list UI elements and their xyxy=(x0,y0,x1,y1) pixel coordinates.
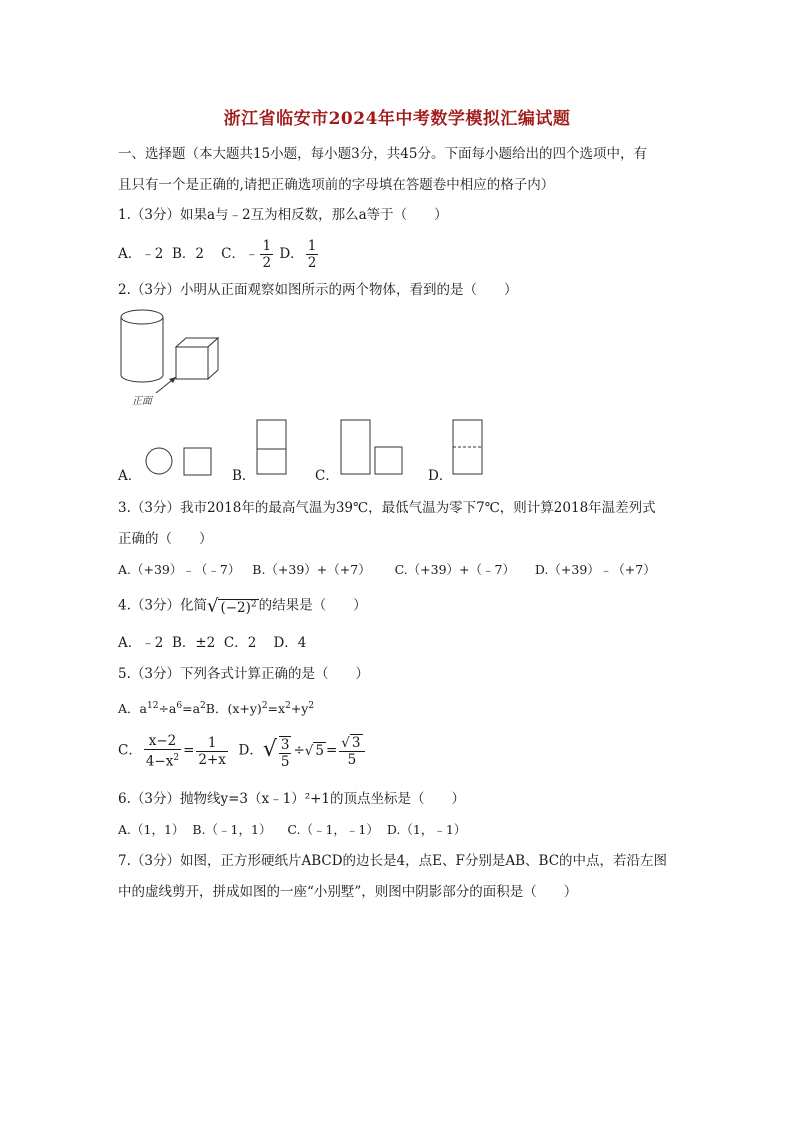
q5-option-d-label: D． xyxy=(238,742,263,759)
q6-option-c: C.（﹣1，﹣1） xyxy=(287,822,379,837)
q5-c-den1-exp: 2 xyxy=(173,752,180,763)
question-4-stem xyxy=(118,594,367,618)
q5-option-c-label: C． xyxy=(118,742,142,759)
q6-option-a: A.（1，1） xyxy=(118,822,185,837)
q2-option-b-label: B． xyxy=(232,468,256,484)
fraction-numerator: 3 xyxy=(280,736,290,753)
q1-option-c: C．﹣ xyxy=(221,246,259,262)
q6-option-b: B.（﹣1，1） xyxy=(192,822,272,837)
question-5-stem: 5.（3分）下列各式计算正确的是（ ） xyxy=(118,666,369,682)
q5-b-eq: =x xyxy=(267,701,286,717)
question-7-stem-line-2: 中的虚线剪开，拼成如图的一座“小别墅”，则图中阴影部分的面积是（ ） xyxy=(118,884,578,900)
q5-d-radicand: 5 xyxy=(315,743,324,759)
q5-a-exp3: 2 xyxy=(200,701,206,711)
q2-option-a-label: A． xyxy=(118,468,142,484)
question-3-stem-line-2: 正确的（ ） xyxy=(118,531,213,547)
q5-d-div: ÷ xyxy=(293,742,305,759)
q4-option-b: B．±2 xyxy=(171,635,216,651)
q5-c-den1: 4−x xyxy=(145,753,174,770)
q5-d-num2: 3 xyxy=(351,734,361,751)
q5-a-mid: ÷a xyxy=(158,701,177,717)
q2-option-d-label: D． xyxy=(428,468,453,484)
q5-option-a xyxy=(118,701,206,716)
q5-a-exp2: 6 xyxy=(176,701,183,711)
q5-options-cd xyxy=(118,730,367,772)
q5-d-eq: = xyxy=(325,742,338,759)
fraction-denominator: 5 xyxy=(280,753,290,770)
q5-option-b xyxy=(206,701,314,716)
fraction-numerator: 1 xyxy=(196,735,228,752)
question-3-stem-line-1: 3.（3分）我市2018年的最高气温为39℃，最低气温为零下7℃，则计算2018年温差列式 xyxy=(118,500,656,516)
q3-option-c: C.（+39）+（﹣7） xyxy=(394,562,515,577)
q5-c-fraction-1 xyxy=(144,733,181,770)
q2-option-d-figure xyxy=(452,418,484,476)
q5-a-eq: =a xyxy=(182,701,201,717)
q1-option-d-fraction xyxy=(306,238,319,271)
q5-d-radical-1: √ $\frac{3}{5}$ xyxy=(262,736,290,770)
question-6-stem: 6.（3分）抛物线y=3（x﹣1）²+1的顶点坐标是（ ） xyxy=(118,791,466,807)
fraction-denominator: 5 xyxy=(347,751,357,768)
q4-stem-prefix: 4.（3分）化简 xyxy=(118,597,207,614)
q5-a-base: A．a xyxy=(118,701,147,717)
q5-b-plus: +y xyxy=(290,701,309,717)
fraction-denominator: 2 xyxy=(262,255,272,271)
q1-option-d: D． xyxy=(279,246,304,262)
cube-shape xyxy=(176,338,218,379)
q5-b-exp: 2 xyxy=(261,701,268,711)
fraction-numerator: 1 xyxy=(262,238,272,254)
q4-radical: √ $(-2)^2$ xyxy=(206,595,257,617)
q5-c-eq: = xyxy=(183,742,195,759)
q4-radicand: (−2) xyxy=(220,599,251,616)
question-1-stem: 1.（3分）如果a与﹣2互为相反数，那么a等于（ ） xyxy=(118,207,448,223)
q5-d-fraction-result xyxy=(339,735,364,768)
front-label: 正面 xyxy=(132,396,152,407)
q5-b-exp3: 2 xyxy=(308,701,315,711)
q1-option-a: A．﹣2 xyxy=(118,246,164,262)
fraction-denominator: 2 xyxy=(307,255,317,271)
q2-option-a-figure xyxy=(143,446,215,476)
section-instructions-line-1: 一、选择题（本大题共15小题，每小题3分，共45分。下面每小题给出的四个选项中，有 xyxy=(118,146,647,162)
q2-option-c-figure xyxy=(340,418,404,476)
q2-option-c-label: C． xyxy=(315,468,339,484)
q5-d-radical-2: √ 5 xyxy=(304,743,324,759)
q1-option-b: B．2 xyxy=(171,246,204,262)
q1-option-c-fraction xyxy=(260,238,273,271)
q6-option-d: D.（1，﹣1） xyxy=(386,822,467,837)
page-title: 浙江省临安市2024年中考数学模拟汇编试题 xyxy=(223,109,571,129)
question-2-stem: 2.（3分）小明从正面观察如图所示的两个物体，看到的是（ ） xyxy=(118,282,518,298)
q5-b-text: B．(x+y) xyxy=(205,701,262,717)
q4-stem-suffix: 的结果是（ ） xyxy=(258,597,367,614)
q2-option-b-figure xyxy=(256,418,288,476)
q4-option-c: C．2 xyxy=(223,635,257,651)
fraction-numerator: 1 xyxy=(307,238,317,254)
fraction-numerator: √ 3 xyxy=(339,735,364,752)
fraction-denominator: 2+x xyxy=(198,751,226,768)
fraction-numerator: x−2 xyxy=(144,733,181,750)
fraction-denominator xyxy=(144,750,181,770)
question-1-options xyxy=(118,238,320,271)
q3-option-b: B.（+39）+（+7） xyxy=(252,562,371,577)
q4-option-a: A．﹣2 xyxy=(118,635,164,651)
question-4-options xyxy=(118,633,306,653)
q5-c-fraction-2 xyxy=(196,735,228,768)
q3-option-d: D.（+39）﹣（+7） xyxy=(534,562,656,577)
question-3-options xyxy=(118,560,656,580)
section-instructions-line-2: 且只有一个是正确的,请把正确选项前的字母填在答题卷中相应的格子内） xyxy=(118,177,555,193)
question-7-stem-line-1: 7.（3分）如图，正方形硬纸片ABCD的边长是4，点E、F分别是AB、BC的中点，若沿左图 xyxy=(118,853,668,869)
cylinder-shape xyxy=(121,310,163,382)
q4-exponent: 2 xyxy=(250,599,257,609)
q5-options-ab xyxy=(118,696,314,719)
q5-a-exp1: 12 xyxy=(146,701,159,711)
q3-option-a: A.（+39）﹣（﹣7） xyxy=(118,562,241,577)
q5-b-exp2: 2 xyxy=(285,701,291,711)
question-6-options xyxy=(118,820,466,840)
q2-objects-figure xyxy=(118,305,228,410)
q4-option-d: D．4 xyxy=(273,635,307,651)
